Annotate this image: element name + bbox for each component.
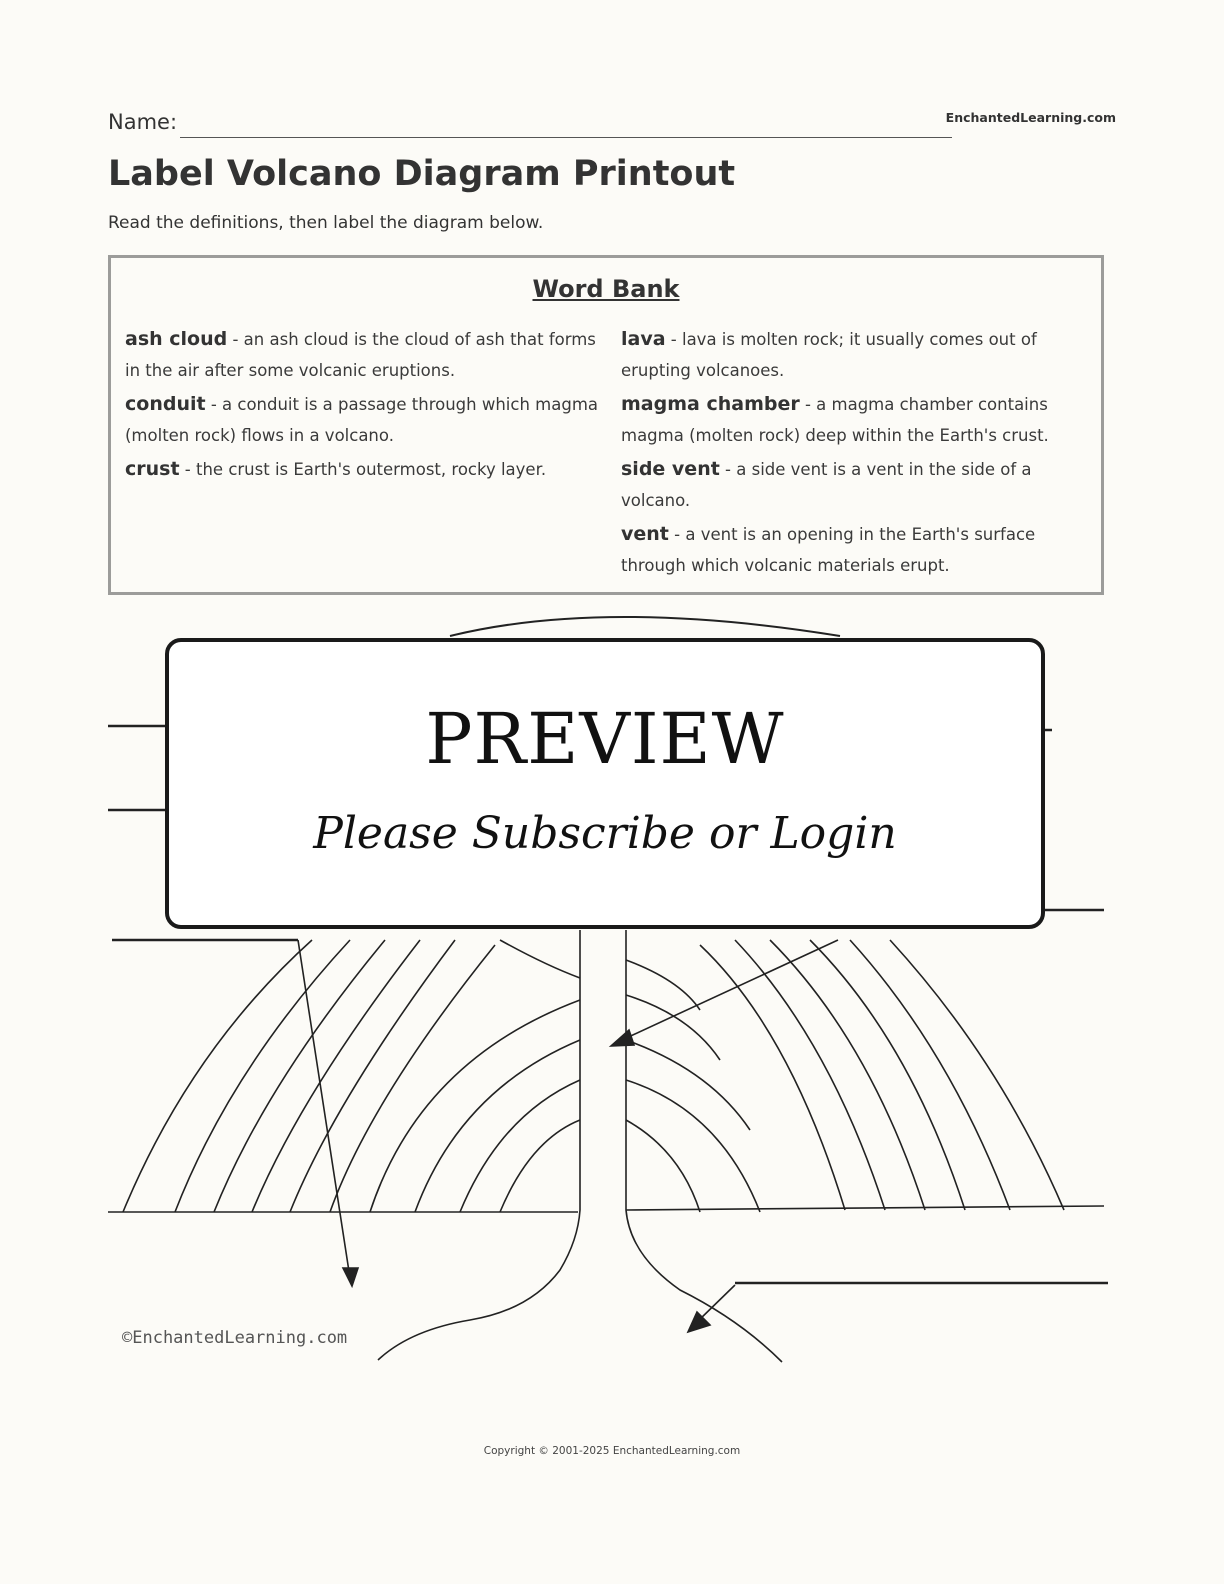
definition: - a conduit is a passage through which magma (molten rock) flows in a volcano. — [125, 395, 599, 445]
rock-layer-l1 — [123, 940, 312, 1212]
page-title: Label Volcano Diagram Printout — [108, 154, 736, 194]
arrowhead-3 — [688, 1312, 710, 1332]
footer-copyright: Copyright © 2001-2025 EnchantedLearning.com — [483, 1445, 741, 1457]
conduit-left-wall — [378, 930, 580, 1360]
instructions: Read the definitions, then label the diagram below. — [108, 213, 544, 233]
rock-layer-r8 — [770, 940, 925, 1210]
term: conduit — [125, 393, 206, 415]
term: magma chamber — [621, 393, 800, 415]
rock-layer-l4 — [252, 940, 420, 1212]
rock-layer-r2 — [626, 995, 720, 1060]
rock-layer-r5 — [626, 1120, 700, 1212]
arrowhead-1 — [343, 1268, 358, 1286]
word-bank-title: Word Bank — [532, 275, 680, 303]
rock-layer-l6 — [330, 945, 495, 1212]
rock-layer-r3 — [626, 1040, 750, 1130]
rock-layer-l9 — [460, 1080, 580, 1212]
preview-overlay[interactable] — [165, 638, 1045, 929]
term: side vent — [621, 458, 720, 480]
arrowhead-2 — [611, 1030, 634, 1046]
definition: - a magma chamber contains magma (molten rock) deep within the Earth's crust. — [621, 395, 1049, 445]
definition: - the crust is Earth's outermost, rocky layer. — [179, 460, 547, 479]
name-label: Name: — [108, 110, 178, 134]
rock-layer-r10 — [850, 940, 1010, 1210]
subscribe-login-message[interactable]: Please Subscribe or Login — [313, 808, 897, 859]
definition: - a side vent is a vent in the side of a volcano. — [621, 460, 1032, 510]
preview-title: PREVIEW — [425, 698, 785, 780]
pointer-arrow-3 — [697, 1285, 735, 1322]
pointer-arrow-2 — [622, 940, 838, 1040]
diagram-credit: ©EnchantedLearning.com — [122, 1328, 348, 1348]
term: vent — [621, 523, 669, 545]
rock-layer-l3 — [214, 940, 385, 1212]
rock-layer-r7 — [735, 940, 885, 1210]
definition: - a vent is an opening in the Earth's surface through which volcanic materials erupt. — [621, 525, 1036, 575]
term: crust — [125, 458, 180, 480]
rock-layer-r1 — [626, 960, 700, 1010]
term: lava — [621, 328, 666, 350]
term: ash cloud — [125, 328, 228, 350]
conduit-right-wall — [626, 930, 782, 1362]
rock-layer-r9 — [810, 940, 965, 1210]
definition: - lava is molten rock; it usually comes out of erupting volcanoes. — [621, 330, 1037, 380]
ash-cloud-outline — [450, 617, 840, 636]
side-vent — [500, 940, 580, 978]
rock-layer-l10 — [500, 1120, 580, 1212]
site-brand: EnchantedLearning.com — [945, 110, 1116, 125]
definition: - an ash cloud is the cloud of ash that forms in the air after some volcanic eruptions. — [125, 330, 596, 380]
rock-layer-r11 — [890, 940, 1064, 1210]
rock-layer-l8 — [415, 1040, 580, 1212]
